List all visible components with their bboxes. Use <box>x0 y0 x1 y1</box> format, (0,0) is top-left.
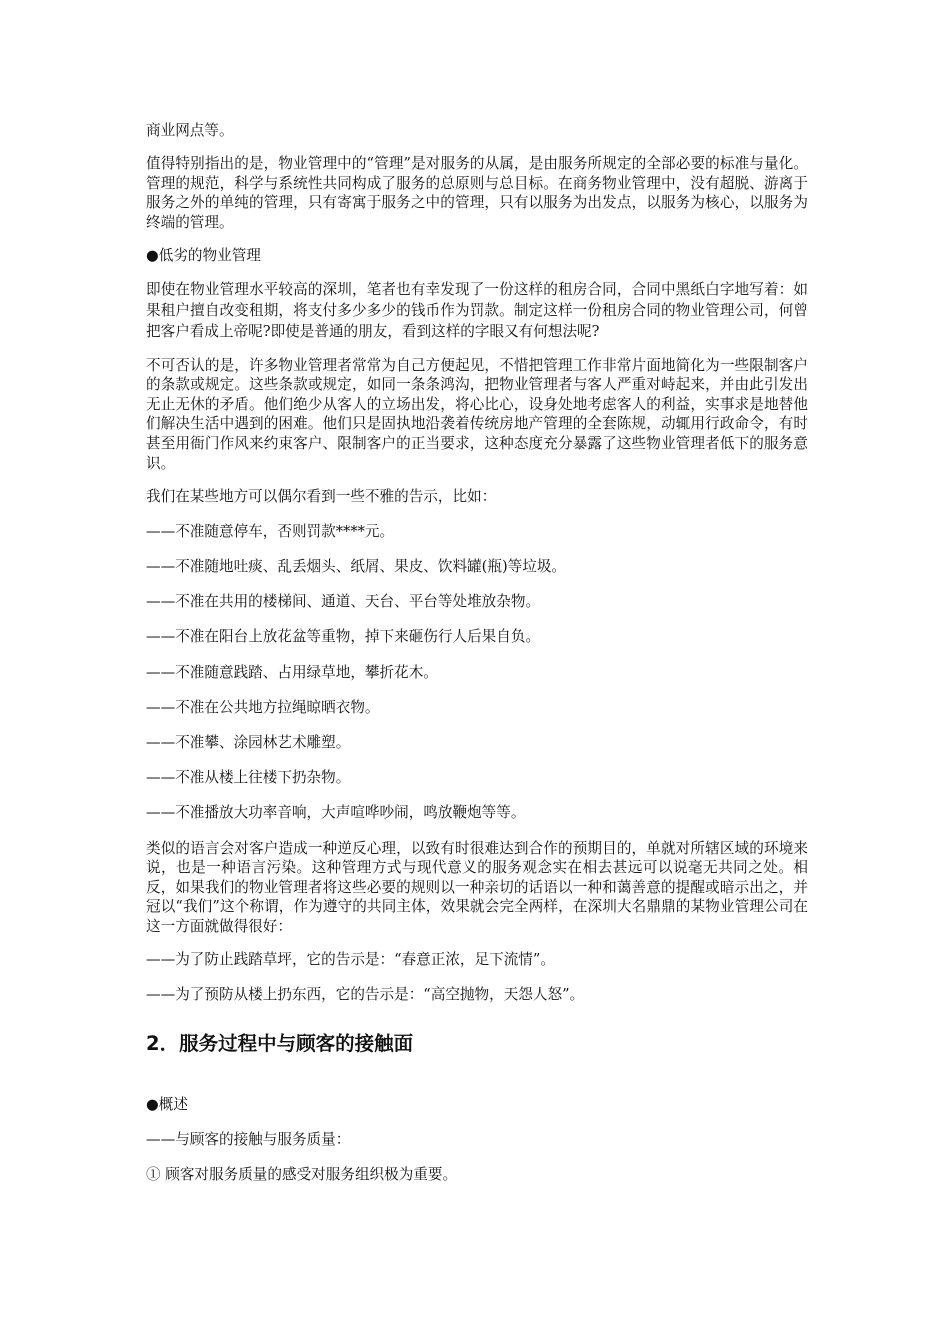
document-body <box>146 121 808 1200</box>
paragraph-shenzhen-contract: 即使在物业管理水平较高的深圳，笔者也有幸发现了一份这样的租房合同，合同中黑纸白字地写着：如果租户擅自改变租期，将支付多少多少的钱币作为罚款。制定这样一份租房合同的物业管理公司，何曾把客户看成上帝呢?即使是普通的朋友，看到这样的字眼又有何想法呢? <box>146 281 808 341</box>
line-contact-quality: ——与顾客的接触与服务质量： <box>146 1130 351 1148</box>
paragraph-notices-intro: 我们在某些地方可以偶尔看到一些不雅的告示，比如： <box>146 487 497 505</box>
notice-item: ——不准在公共地方拉绳晾晒衣物。 <box>146 698 380 716</box>
paragraph-management-subordinate: 值得特别指出的是，物业管理中的“管理”是对服务的从属，是由服务所规定的全部必要的标准与量化。管理的规范，科学与系统性共同构成了服务的总原则与总目标。在商务物业管理中，没有超脱、游离于服务之外的单纯的管理，只有寄寓于服务之中的管理，只有以服务为出发点，以服务为核心，以服务为终端的管理。 <box>146 155 808 231</box>
line-point-one: ① 顾客对服务质量的感受对服务组织极为重要。 <box>146 1166 458 1184</box>
notice-item: ——不准从楼上往楼下扔杂物。 <box>146 769 351 787</box>
paragraph-intro-fragment: 商业网点等。 <box>146 122 234 139</box>
notice-item: ——不准播放大功率音响，大声喧哗吵闹，鸣放鞭炮等等。 <box>146 804 526 822</box>
subheading-overview: ●概述 <box>146 1095 188 1113</box>
paragraph-language-pollution: 类似的语言会对客户造成一种逆反心理，以致有时很难达到合作的预期目的，单就对所辖区域的环境来说，也是一种语言污染。这种管理方式与现代意义的服务观念实在相去甚远可以说毫无共同之处。相反，如果我们的物业管理者将这些必要的规则以一种亲切的话语以一种和蔼善意的提醒或暗示出之，并冠以“我们”这个称谓，作为遵守的共同主体，效果就会完全两样，在深圳大名鼎鼎的某物业管理公司在这一方面就做得很好： <box>146 839 808 935</box>
paragraph-restrictive-rules: 不可否认的是，许多物业管理者常常为自己方便起见，不惜把管理工作非常片面地简化为一些限制客户的条款或规定。这些条款或规定，如同一条条鸿沟，把物业管理者与客人严重对峙起来，并由此引发出无止无休的矛盾。他们绝少从客人的立场出发，将心比心，设身处地考虑客人的利益，实事求是地替他们解决生活中遇到的困难。他们只是固执地沿袭着传统房地产管理的全套陈规，动辄用行政命令，有时甚至用衙门作风来约束客户、限制客户的正当要求，这种态度充分暴露了这些物业管理者低下的服务意识。 <box>146 356 808 472</box>
subheading-poor-management: ●低劣的物业管理 <box>146 246 261 264</box>
notice-item: ——不准攀、涂园林艺术雕塑。 <box>146 733 351 751</box>
notice-item: ——不准在阳台上放花盆等重物，掉下来砸伤行人后果自负。 <box>146 628 541 646</box>
good-notice-item: ——为了预防从楼上扔东西，它的告示是：“高空抛物，天怨人怒”。 <box>146 986 585 1004</box>
notice-list <box>146 522 808 823</box>
section-heading: 2．服务过程中与顾客的接触面 <box>146 1031 414 1055</box>
notice-item: ——不准随意践踏、占用绿草地，攀折花木。 <box>146 663 438 681</box>
notice-item: ——不准随地吐痰、乱丢烟头、纸屑、果皮、饮料罐(瓶)等垃圾。 <box>146 558 567 575</box>
notice-item: ——不准在共用的楼梯间、通道、天台、平台等处堆放杂物。 <box>146 593 541 611</box>
good-notice-item: ——为了防止践踏草坪，它的告示是：“春意正浓，足下流情”。 <box>146 950 555 968</box>
good-notice-list <box>146 950 808 1005</box>
notice-item: ——不准随意停车，否则罚款****元。 <box>146 522 395 540</box>
